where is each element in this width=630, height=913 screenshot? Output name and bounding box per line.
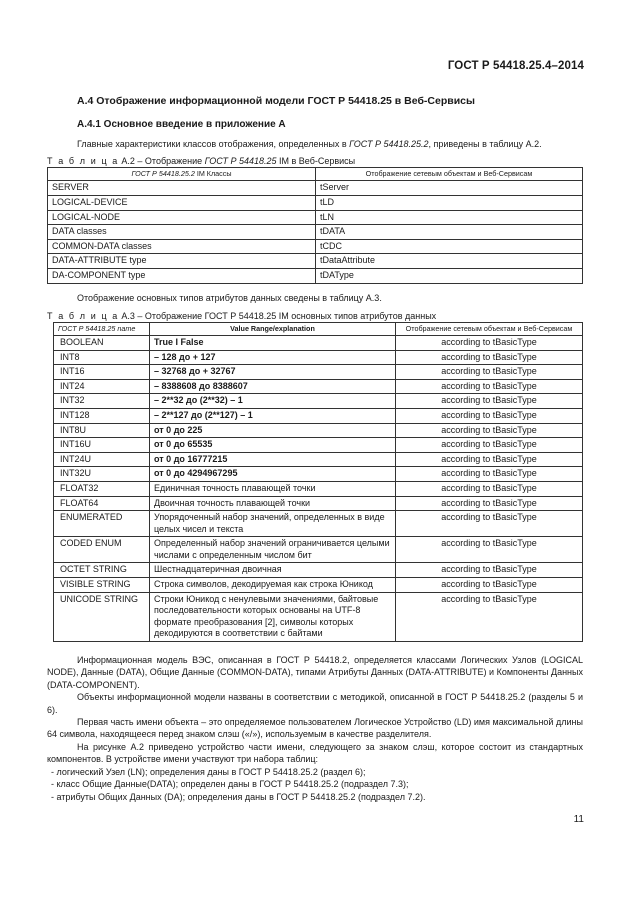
head-rest: IM Классы — [194, 169, 232, 179]
type-name-cell: INT128 — [54, 408, 150, 423]
table-row — [54, 365, 583, 380]
mapping-cell: according to tBasicType — [396, 379, 583, 394]
im-class-cell: DA-COMPONENT type — [48, 268, 316, 283]
table-a3-head-col1 — [54, 322, 150, 335]
value-range-cell: от 0 до 16777215 — [150, 452, 396, 467]
caption-label: Т а б л и ц а — [47, 310, 119, 321]
mapping-cell: tDAType — [316, 268, 583, 283]
im-class-cell: DATA classes — [48, 225, 316, 240]
paragraph-1: Информационная модель ВЭС, описанная в ГОСТ Р 54418.2, определяется классами Логических Узлов (LOGICAL NODE), Данные (DATA), Общие Данные (COMMON-DATA), типами Атрибуты Данных (DATA-ATTRIBUTE) и Компоненты Данных (DATA-COMPONENT). — [47, 655, 583, 690]
table-a2 — [47, 167, 583, 283]
type-name-cell: ENUMERATED — [54, 511, 150, 537]
table-row — [54, 467, 583, 482]
mapping-cell: tDATA — [316, 225, 583, 240]
mapping-cell: according to tBasicType — [396, 408, 583, 423]
head-col1-text: ГОСТ Р 54418.25 name — [58, 323, 136, 333]
intro-text-end: , приведены в таблицу А.2. — [428, 139, 542, 149]
type-name-cell: INT24 — [54, 379, 150, 394]
table-row — [54, 481, 583, 496]
value-range-cell: Строки Юникод с ненулевыми значениями, байтовые последовательности которых основаны на UTF-8 формате преобразования [2], символы которых декодируются в соответствии с байтами — [150, 592, 396, 641]
table-row — [54, 423, 583, 438]
mapping-cell: according to tBasicType — [396, 335, 583, 350]
mapping-cell: according to tBasicType — [396, 481, 583, 496]
mapping-cell: according to tBasicType — [396, 563, 583, 578]
table-row — [54, 394, 583, 409]
table-a3-caption — [47, 310, 583, 322]
type-name-cell: FLOAT32 — [54, 481, 150, 496]
table-a3-body — [54, 335, 583, 641]
list-item: - класс Общие Данные(DATA); определен даны в ГОСТ Р 54418.25.2 (подраздел 7.3); — [51, 779, 409, 790]
head-ref: ГОСТ Р 54418.25.2 — [131, 169, 195, 179]
list-item: - атрибуты Общих Данных (DA); определения даны в ГОСТ Р 54418.25.2 (подраздел 7.2). — [51, 791, 426, 802]
mapping-cell: tLN — [316, 210, 583, 225]
between-paragraph: Отображение основных типов атрибутов данных сведены в таблицу А.3. — [77, 292, 382, 303]
table-row — [48, 196, 583, 211]
mapping-cell: according to tBasicType — [396, 452, 583, 467]
caption-number: А.2 – Отображение — [118, 156, 205, 167]
intro-ref: ГОСТ Р 54418.25.2 — [349, 139, 429, 149]
table-row — [48, 239, 583, 254]
table-row — [48, 181, 583, 196]
type-name-cell: INT16U — [54, 438, 150, 453]
paragraph-2: Объекты информационной модели названы в соответствии с методикой, описанной в ГОСТ Р 54418.25.2 (разделы 5 и 6). — [47, 692, 583, 715]
mapping-cell: tDataAttribute — [316, 254, 583, 269]
mapping-cell: tLD — [316, 196, 583, 211]
mapping-cell: according to tBasicType — [396, 394, 583, 409]
mapping-cell: according to tBasicType — [396, 592, 583, 641]
table-row — [54, 350, 583, 365]
type-name-cell: INT8 — [54, 350, 150, 365]
type-name-cell: CODED ENUM — [54, 537, 150, 563]
table-row — [54, 408, 583, 423]
page-content — [47, 94, 583, 803]
table-row — [54, 578, 583, 593]
mapping-cell: according to tBasicType — [396, 537, 583, 563]
mapping-cell: according to tBasicType — [396, 438, 583, 453]
value-range-cell: – 8388608 до 8388607 — [150, 379, 396, 394]
value-range-cell: от 0 до 225 — [150, 423, 396, 438]
table-row — [48, 268, 583, 283]
paragraph-4: На рисунке А.2 приведено устройство части имени, следующего за знаком слэш, которое состоит из стандартных компонентов. В устройстве имени участвуют три набора таблиц: — [47, 741, 583, 765]
type-name-cell: UNICODE STRING — [54, 592, 150, 641]
value-range-cell: – 128 до + 127 — [150, 350, 396, 365]
value-range-cell: от 0 до 4294967295 — [150, 467, 396, 482]
value-range-cell: Строка символов, декодируемая как строка Юникод — [150, 578, 396, 593]
caption-rest: IM в Веб-Сервисы — [276, 156, 356, 167]
table-row — [54, 563, 583, 578]
table-a3-header — [54, 322, 583, 335]
type-name-cell: INT16 — [54, 365, 150, 380]
body-text — [47, 654, 583, 803]
intro-text: Главные характеристики классов отображения, определенных в — [77, 139, 350, 149]
paragraph-3: Первая часть имени объекта – это определяемое пользователем Логическое Устройство (LD) имя максимальной длины 64 символа, находящееся перед знаком слэш («/»), используемым в качестве разделителя. — [47, 717, 583, 740]
table-row — [54, 452, 583, 467]
table-a2-header — [48, 168, 583, 181]
intro-paragraph — [47, 138, 583, 150]
value-range-cell: – 2**127 до (2**127) – 1 — [150, 408, 396, 423]
running-header: ГОСТ Р 54418.25.4–2014 — [447, 60, 584, 72]
value-range-cell: True I False — [150, 335, 396, 350]
mapping-cell: according to tBasicType — [396, 496, 583, 511]
im-class-cell: LOGICAL-NODE — [48, 210, 316, 225]
table-a3-head-col3: Отображение сетевым объектам и Веб-Сервисам — [396, 322, 583, 335]
mapping-cell: according to tBasicType — [396, 511, 583, 537]
table-row — [54, 537, 583, 563]
im-class-cell: DATA-ATTRIBUTE type — [48, 254, 316, 269]
table-a2-body — [48, 181, 583, 283]
table-row — [54, 592, 583, 641]
type-name-cell: FLOAT64 — [54, 496, 150, 511]
mapping-cell: according to tBasicType — [396, 467, 583, 482]
subsection-title: А.4.1 Основное введение в приложение А — [77, 119, 286, 130]
type-name-cell: OCTET STRING — [54, 563, 150, 578]
type-name-cell: INT32 — [54, 394, 150, 409]
type-name-cell: VISIBLE STRING — [54, 578, 150, 593]
table-a3 — [53, 322, 583, 642]
definition-list — [47, 766, 583, 803]
section-title: А.4 Отображение информационной модели ГОСТ Р 54418.25 в Веб-Сервисы — [77, 95, 475, 107]
table-a2-caption — [47, 155, 583, 167]
table-row — [48, 254, 583, 269]
value-range-cell: – 2**32 до (2**32) – 1 — [150, 394, 396, 409]
mapping-cell: according to tBasicType — [396, 350, 583, 365]
table-row — [48, 225, 583, 240]
im-class-cell: LOGICAL-DEVICE — [48, 196, 316, 211]
value-range-cell: Единичная точность плавающей точки — [150, 481, 396, 496]
table-row — [54, 335, 583, 350]
table-row — [54, 379, 583, 394]
value-range-cell: Шестнадцатеричная двоичная — [150, 563, 396, 578]
im-class-cell: COMMON-DATA classes — [48, 239, 316, 254]
type-name-cell: INT24U — [54, 452, 150, 467]
table-row — [54, 496, 583, 511]
page-number: 11 — [573, 814, 584, 825]
mapping-cell: tCDC — [316, 239, 583, 254]
table-a2-head-col2: Отображение сетевым объектам и Веб-Сервисам — [316, 168, 583, 181]
value-range-cell: Упорядоченный набор значений, определенных в виде целых чисел и текста — [150, 511, 396, 537]
mapping-cell: according to tBasicType — [396, 578, 583, 593]
table-a2-head-col1 — [48, 168, 316, 181]
im-class-cell: SERVER — [48, 181, 316, 196]
caption-label: Т а б л и ц а — [47, 156, 119, 167]
table-row — [54, 511, 583, 537]
type-name-cell: INT32U — [54, 467, 150, 482]
mapping-cell: according to tBasicType — [396, 423, 583, 438]
mapping-cell: tServer — [316, 181, 583, 196]
type-name-cell: BOOLEAN — [54, 335, 150, 350]
value-range-cell: Определенный набор значений ограничивается целыми числами с определенным числом бит — [150, 537, 396, 563]
value-range-cell: – 32768 до + 32767 — [150, 365, 396, 380]
table-row — [48, 210, 583, 225]
caption-rest: А.3 – Отображение ГОСТ Р 54418.25 IM основных типов атрибутов данных — [118, 310, 437, 321]
mapping-cell: according to tBasicType — [396, 365, 583, 380]
table-row — [54, 438, 583, 453]
value-range-cell: от 0 до 65535 — [150, 438, 396, 453]
type-name-cell: INT8U — [54, 423, 150, 438]
table-a3-head-col2: Value Range/explanation — [150, 322, 396, 335]
caption-ref: ГОСТ Р 54418.25 — [204, 156, 277, 167]
value-range-cell: Двоичная точность плавающей точки — [150, 496, 396, 511]
list-item: - логический Узел (LN); определения даны в ГОСТ Р 54418.25.2 (раздел 6); — [51, 766, 366, 777]
